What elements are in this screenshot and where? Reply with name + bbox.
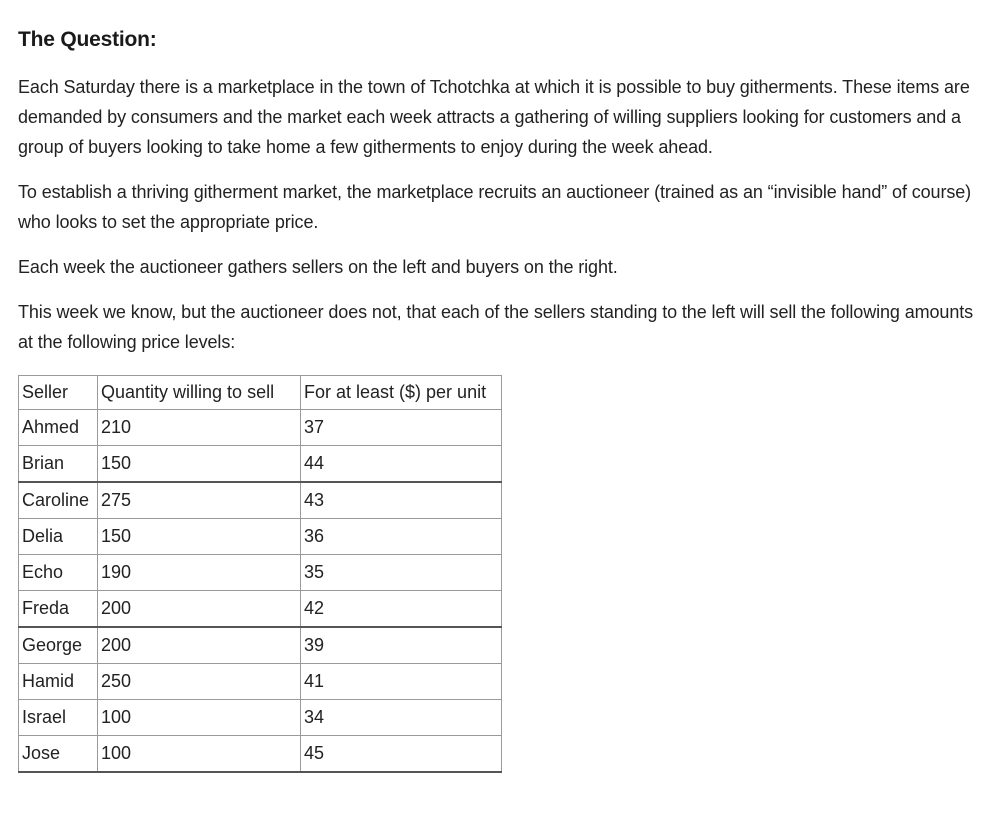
seller-quantity: 210 xyxy=(98,410,301,446)
seller-price: 45 xyxy=(301,736,502,773)
question-heading: The Question: xyxy=(18,28,157,51)
gathering-paragraph: Each week the auctioneer gathers sellers on the left and buyers on the right. xyxy=(18,257,618,277)
table-header-row xyxy=(19,376,502,410)
sellers-table xyxy=(18,375,502,773)
table-row xyxy=(19,555,502,591)
seller-name: Brian xyxy=(19,446,98,483)
seller-price: 42 xyxy=(301,591,502,628)
seller-price: 36 xyxy=(301,519,502,555)
seller-quantity: 200 xyxy=(98,591,301,628)
seller-name: Caroline xyxy=(19,482,98,519)
header-price: For at least ($) per unit xyxy=(301,376,502,410)
seller-price: 37 xyxy=(301,410,502,446)
seller-name: Echo xyxy=(19,555,98,591)
header-quantity: Quantity willing to sell xyxy=(98,376,301,410)
table-row xyxy=(19,519,502,555)
seller-quantity: 190 xyxy=(98,555,301,591)
seller-name: Delia xyxy=(19,519,98,555)
table-row xyxy=(19,736,502,773)
seller-name: Freda xyxy=(19,591,98,628)
seller-quantity: 200 xyxy=(98,627,301,664)
auctioneer-paragraph: To establish a thriving githerment market, the marketplace recruits an auctioneer (trained as an “invisible hand” of course) who looks to set the appropriate price. xyxy=(18,182,972,232)
question-content xyxy=(18,28,988,773)
header-seller: Seller xyxy=(19,376,98,410)
seller-quantity: 150 xyxy=(98,446,301,483)
seller-name: Israel xyxy=(19,700,98,736)
seller-name: Hamid xyxy=(19,664,98,700)
seller-price: 41 xyxy=(301,664,502,700)
seller-price: 35 xyxy=(301,555,502,591)
seller-quantity: 250 xyxy=(98,664,301,700)
table-row xyxy=(19,700,502,736)
seller-name: Ahmed xyxy=(19,410,98,446)
table-row xyxy=(19,410,502,446)
seller-name: Jose xyxy=(19,736,98,773)
seller-quantity: 150 xyxy=(98,519,301,555)
seller-quantity: 100 xyxy=(98,700,301,736)
seller-quantity: 275 xyxy=(98,482,301,519)
seller-price: 43 xyxy=(301,482,502,519)
seller-price: 44 xyxy=(301,446,502,483)
table-row xyxy=(19,591,502,628)
table-row xyxy=(19,482,502,519)
table-row xyxy=(19,627,502,664)
intro-paragraph: Each Saturday there is a marketplace in the town of Tchotchka at which it is possible to buy githerments. These items are demanded by consumers and the market each week attracts a gathering of willing suppliers looking for customers and a group of buyers looking to take home a few githerments to enjoy during the week ahead. xyxy=(18,77,970,157)
seller-price: 34 xyxy=(301,700,502,736)
seller-name: George xyxy=(19,627,98,664)
sellers-paragraph: This week we know, but the auctioneer does not, that each of the sellers standing to the left will sell the following amounts at the following price levels: xyxy=(18,302,974,352)
table-row xyxy=(19,446,502,483)
seller-price: 39 xyxy=(301,627,502,664)
table-row xyxy=(19,664,502,700)
seller-quantity: 100 xyxy=(98,736,301,773)
